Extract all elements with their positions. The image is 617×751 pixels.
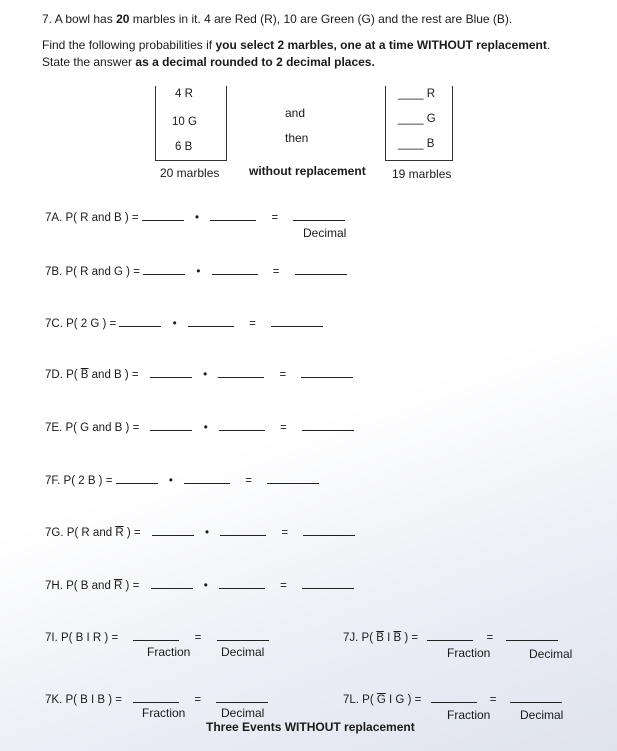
answer-blank-7h-2[interactable]: [219, 576, 265, 589]
question-line-2: Find the following probabilities if you select 2 marbles, one at a time WITHOUT replacement.: [42, 38, 551, 52]
answer-blank-7e-3[interactable]: [302, 418, 354, 431]
answer-blank-7c-2[interactable]: [188, 314, 234, 327]
problem-7b: 7B. P( R and G ) = • =: [45, 262, 347, 278]
answer-blank-7b-3[interactable]: [295, 262, 347, 275]
left-bowl-red: 4 R: [175, 88, 193, 100]
left-bowl-caption: 20 marbles: [160, 166, 220, 180]
answer-blank-7f-1[interactable]: [116, 471, 158, 484]
answer-blank-7i-decimal[interactable]: [217, 628, 269, 641]
diagram-without-replacement: without replacement: [249, 164, 366, 178]
label-decimal-7i: Decimal: [221, 645, 265, 659]
right-bowl-caption: 19 marbles: [392, 167, 452, 181]
answer-blank-7a-3[interactable]: [293, 208, 345, 221]
problem-7f: 7F. P( 2 B ) = • =: [45, 471, 319, 487]
answer-blank-7a-2[interactable]: [210, 208, 256, 221]
answer-blank-7a-1[interactable]: [142, 208, 184, 221]
problem-7i: 7I. P( B I R ) = =: [45, 628, 269, 644]
answer-blank-7d-1[interactable]: [150, 365, 192, 378]
answer-blank-7c-3[interactable]: [271, 314, 323, 327]
label-decimal-7l: Decimal: [520, 708, 564, 722]
problem-7j: 7J. P( $\overline{B}$ I $\overline{B}$ ) = =: [343, 628, 558, 644]
answer-blank-7l-decimal[interactable]: [510, 690, 562, 703]
answer-blank-7g-1[interactable]: [152, 523, 194, 536]
next-section-title: Three Events WITHOUT replacement: [206, 720, 415, 734]
answer-blank-7d-3[interactable]: [301, 365, 353, 378]
answer-blank-7d-2[interactable]: [218, 365, 264, 378]
diagram-then: then: [285, 131, 309, 145]
answer-blank-7h-1[interactable]: [151, 576, 193, 589]
answer-blank-7j-fraction[interactable]: [427, 628, 473, 641]
problem-7c: 7C. P( 2 G ) = • =: [45, 314, 323, 330]
answer-blank-7k-decimal[interactable]: [216, 690, 268, 703]
question-line-1: 7. A bowl has 20 marbles in it. 4 are Red (R), 10 are Green (G) and the rest are Blue (B).: [42, 12, 513, 26]
right-bowl-red-row: ____ R: [398, 88, 436, 100]
answer-blank-7g-3[interactable]: [303, 523, 355, 536]
right-bowl-blue-row: ____ B: [398, 138, 435, 150]
right-bowl-green-row: ____ G: [398, 113, 436, 125]
left-bowl-blue: 6 B: [175, 141, 193, 153]
problem-7g: 7G. P( R and $\overline{R}$ ) = • =: [45, 523, 355, 539]
answer-blank-7f-2[interactable]: [184, 471, 230, 484]
problem-7a: 7A. P( R and B ) = • =: [45, 208, 345, 224]
answer-blank-7b-1[interactable]: [143, 262, 185, 275]
problem-7h: 7H. P( B and $\overline{R}$ ) = • =: [45, 576, 354, 592]
answer-blank-7i-fraction[interactable]: [133, 628, 179, 641]
answer-blank-7h-3[interactable]: [302, 576, 354, 589]
problem-7k: 7K. P( B I B ) = =: [45, 690, 268, 706]
label-decimal-7a: Decimal: [303, 226, 347, 240]
answer-blank-7j-decimal[interactable]: [506, 628, 558, 641]
left-bowl-green: 10 G: [172, 116, 197, 128]
label-fraction-7j: Fraction: [447, 646, 491, 660]
answer-blank-7f-3[interactable]: [267, 471, 319, 484]
answer-blank-7g-2[interactable]: [220, 523, 266, 536]
answer-blank-7e-2[interactable]: [219, 418, 265, 431]
answer-blank-7k-fraction[interactable]: [133, 690, 179, 703]
problem-7l: 7L. P( $\overline{G}$ I G ) = =: [343, 690, 562, 706]
answer-blank-7b-2[interactable]: [212, 262, 258, 275]
problem-7d: 7D. P( $\overline{B}$ and B ) = • =: [45, 365, 353, 381]
problem-7e: 7E. P( G and B ) = • =: [45, 418, 354, 434]
label-decimal-7k: Decimal: [221, 706, 265, 720]
label-fraction-7i: Fraction: [147, 645, 191, 659]
question-line-3: State the answer as a decimal rounded to 2 decimal places.: [42, 55, 375, 69]
answer-blank-7c-1[interactable]: [119, 314, 161, 327]
answer-blank-7l-fraction[interactable]: [431, 690, 477, 703]
diagram-and: and: [285, 106, 306, 120]
label-decimal-7j: Decimal: [529, 647, 573, 661]
label-fraction-7l: Fraction: [447, 708, 491, 722]
label-fraction-7k: Fraction: [142, 706, 186, 720]
answer-blank-7e-1[interactable]: [150, 418, 192, 431]
